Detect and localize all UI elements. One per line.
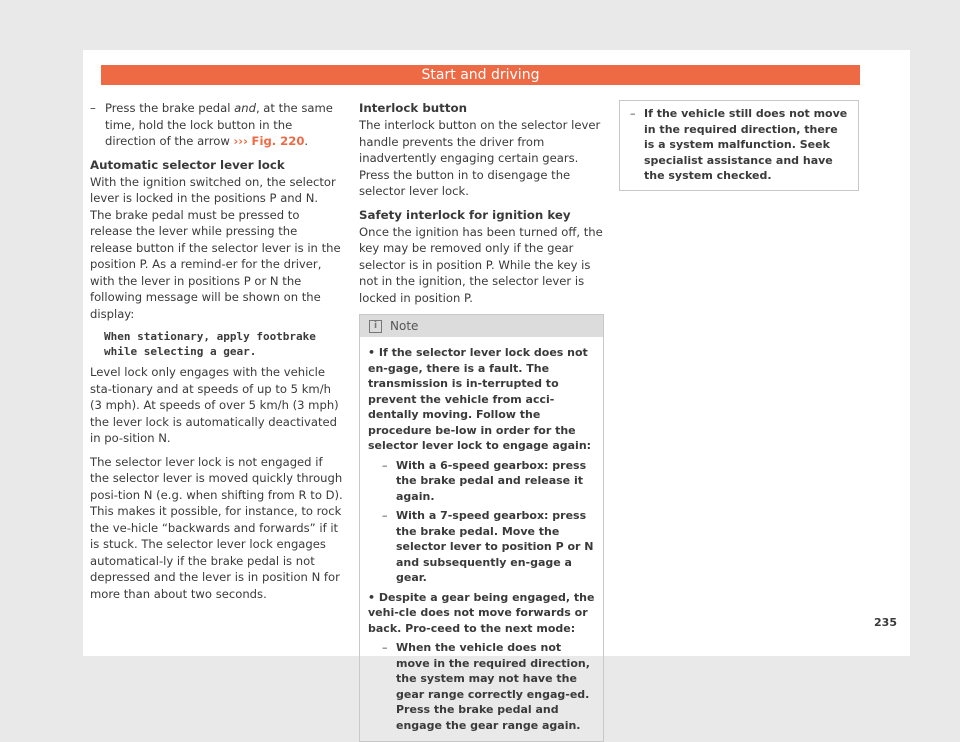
info-icon: i bbox=[369, 320, 382, 333]
display-message: When stationary, apply footbrake while selecting a gear. bbox=[104, 330, 316, 358]
note-sub-item-3 bbox=[368, 640, 595, 733]
column-right bbox=[619, 100, 859, 191]
note-sub-text: With a 6-speed gearbox: press the brake pedal and release it again. bbox=[396, 458, 587, 503]
dash-marker: – bbox=[382, 458, 388, 472]
intro-step bbox=[90, 100, 343, 150]
section-title: Start and driving bbox=[421, 67, 540, 83]
dash-marker: – bbox=[382, 641, 388, 654]
paragraph-lever-lock: With the ignition switched on, the selector lever is locked in the positions P and N. The brake pedal must be pressed to release the lever while pressing the release button if the selector lever is in the position P. As a remind-er for the driver, with the lever in positions P or N the following message will be shown on the display: bbox=[90, 174, 341, 321]
intro-text: Press the brake pedal bbox=[105, 101, 235, 115]
intro-end: . bbox=[304, 134, 309, 148]
dash-marker: – bbox=[630, 107, 636, 120]
continuation-item bbox=[628, 106, 850, 184]
note-body bbox=[360, 337, 603, 741]
dash-marker: – bbox=[382, 509, 388, 522]
figure-link[interactable]: Fig. 220 bbox=[251, 134, 305, 148]
heading-interlock-button: Interlock button bbox=[359, 101, 467, 115]
intro-emphasis: and bbox=[234, 101, 256, 115]
section-header bbox=[101, 65, 860, 85]
heading-selector-lever-lock: Automatic selector lever lock bbox=[90, 157, 285, 172]
page-number: 235 bbox=[874, 616, 897, 629]
note-title: Note bbox=[390, 319, 419, 333]
note-box bbox=[359, 314, 604, 742]
continuation-text: If the vehicle still does not move in the required direction, there is a system malfunction. Seek specialist assistance and have the system checked. bbox=[644, 107, 848, 182]
note-header bbox=[360, 315, 603, 337]
paragraph-interlock: The interlock button on the selector lever handle prevents the driver from inadvertently engaging certain gears. Press the button in to disengage the selector lever lock. bbox=[359, 118, 601, 198]
note-sub-item-1 bbox=[368, 458, 595, 505]
manual-page bbox=[83, 50, 910, 732]
paragraph-not-engaged: The selector lever lock is not engaged if the selector lever is moved quickly through posi-tion N (e.g. when shifting from R to D). This makes it possible, for instance, to rock the ve-hicle “backwards and forwards” if it is stuck. The selector lever lock engages automatical-ly if the brake pedal is not depressed and the lever is in position N for more than about two seconds. bbox=[90, 454, 343, 601]
heading-safety-interlock: Safety interlock for ignition key bbox=[359, 207, 571, 222]
note-bullet-1: • If the selector lever lock does not en-gage, there is a fault. The transmission is in-terrupted to prevent the vehicle from acci-dentally moving. Follow the procedure be-low in order for the selector lever lock to engage again: bbox=[368, 346, 592, 452]
paragraph-safety-interlock: Once the ignition has been turned off, the key may be removed only if the gear selector is in position P. While the key is not in the ignition, the selector lever is locked in position P. bbox=[359, 224, 603, 305]
note-bullet-2: • Despite a gear being engaged, the vehi-cle does not move forwards or back. Pro-ceed to the next mode: bbox=[368, 590, 595, 635]
paragraph-level-lock: Level lock only engages with the vehicle sta-tionary and at speeds of up to 5 km/h (3 mph). At speeds of over 5 km/h (3 mph) the lever lock is automatically deactivated in po-sition N. bbox=[90, 365, 339, 445]
note-sub-text: When the vehicle does not move in the required direction, the system may not have the gear range correctly engag-ed. Press the brake pedal and engage the gear range again. bbox=[396, 641, 590, 732]
column-left bbox=[90, 100, 343, 609]
note-sub-item-2 bbox=[368, 508, 595, 586]
column-middle bbox=[359, 100, 604, 742]
dash-marker: – bbox=[90, 101, 96, 115]
note-sub-text: With a 7-speed gearbox: press the brake pedal. Move the selector lever to position P or N and subsequently en-gage a gear. bbox=[396, 509, 594, 584]
continuation-box bbox=[619, 100, 859, 191]
intro-text-cont: , at the same time, hold the lock button in the direction of the arrow bbox=[105, 101, 333, 148]
reference-arrows-icon: ››› bbox=[233, 134, 248, 148]
